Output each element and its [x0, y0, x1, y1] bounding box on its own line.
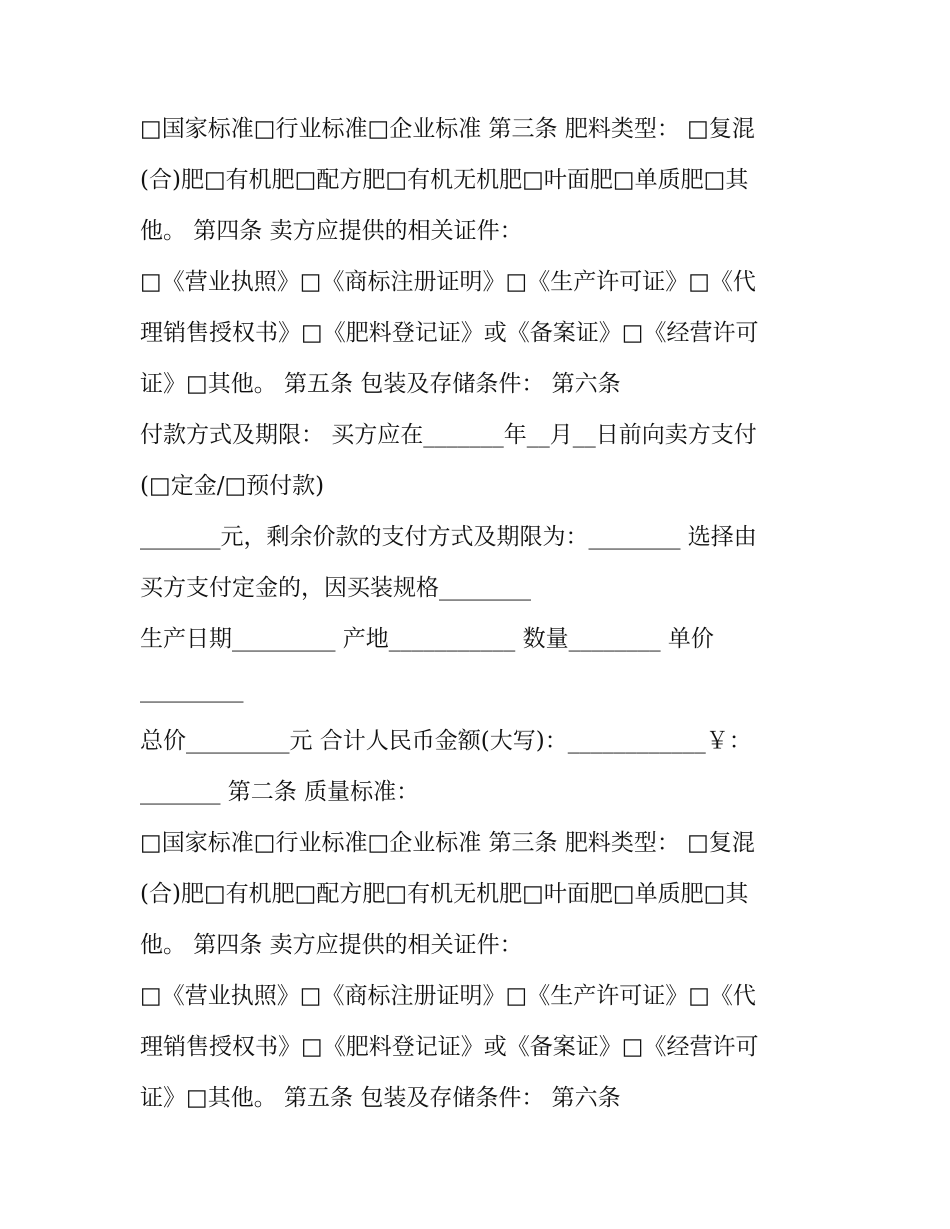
text-line: □《营业执照》□《商标注册证明》□《生产许可证》□《代 [140, 269, 756, 295]
text-line: (□定金/□预付款) [140, 473, 325, 499]
document-body [140, 104, 820, 1124]
text-line: 他。 第四条 卖方应提供的相关证件： [140, 932, 523, 958]
text-line: 生产日期_________ 产地___________ 数量________ 单价 [140, 626, 714, 652]
text-line: 买方支付定金的，因买装规格________ [140, 575, 531, 601]
text-line: _________ [140, 677, 244, 703]
text-line: 理销售授权书》□《肥料登记证》或《备案证》□《经营许可 [140, 320, 759, 346]
text-line: □国家标准□行业标准□企业标准 第三条 肥料类型： □复混 [140, 830, 755, 856]
text-line: 证》□其他。 第五条 包装及存储条件： 第六条 [140, 1085, 621, 1111]
text-line: _______ 第二条 质量标准： [140, 779, 420, 805]
text-line: 付款方式及期限： 买方应在_______年__月__日前向卖方支付 [140, 422, 757, 448]
text-line: 总价_________元 合计人民币金额(大写)：____________￥： [140, 728, 752, 754]
text-line: □国家标准□行业标准□企业标准 第三条 肥料类型： □复混 [140, 116, 755, 142]
text-line: 证》□其他。 第五条 包装及存储条件： 第六条 [140, 371, 621, 397]
text-line: □《营业执照》□《商标注册证明》□《生产许可证》□《代 [140, 983, 756, 1009]
text-line: 理销售授权书》□《肥料登记证》或《备案证》□《经营许可 [140, 1034, 759, 1060]
text-line: _______元，剩余价款的支付方式及期限为：________ 选择由 [140, 524, 757, 550]
text-line: 他。 第四条 卖方应提供的相关证件： [140, 218, 523, 244]
text-line: (合)肥□有机肥□配方肥□有机无机肥□叶面肥□单质肥□其 [140, 881, 749, 907]
text-line: (合)肥□有机肥□配方肥□有机无机肥□叶面肥□单质肥□其 [140, 167, 749, 193]
